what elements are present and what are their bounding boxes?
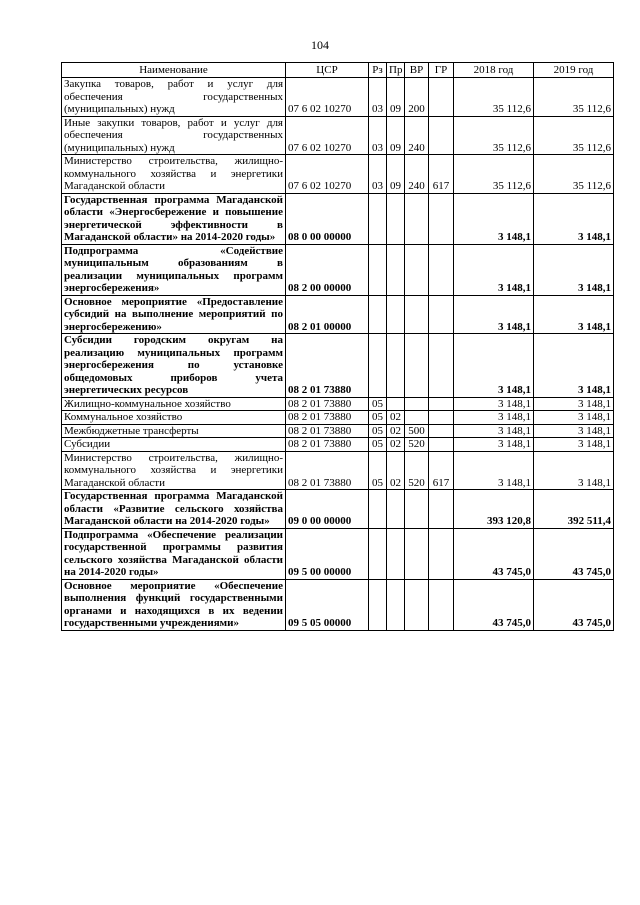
cell-gr <box>429 438 454 452</box>
cell-gr <box>429 579 454 630</box>
cell-y2018: 3 148,1 <box>454 295 534 334</box>
header-gr: ГР <box>429 63 454 78</box>
cell-gr <box>429 528 454 579</box>
cell-csr: 08 2 01 73880 <box>286 411 369 425</box>
cell-rz <box>369 295 387 334</box>
cell-gr: 617 <box>429 155 454 194</box>
cell-gr <box>429 490 454 529</box>
cell-name: Субсидии <box>62 438 286 452</box>
cell-name: Министерство строительства, жилищно-коммунального хозяйства и энергетики Магаданской области <box>62 451 286 490</box>
cell-csr: 07 6 02 10270 <box>286 78 369 117</box>
cell-y2019: 35 112,6 <box>534 116 614 155</box>
cell-y2018: 3 148,1 <box>454 334 534 398</box>
table-row <box>62 193 614 244</box>
table-row <box>62 116 614 155</box>
cell-csr: 08 2 01 73880 <box>286 451 369 490</box>
cell-vr <box>405 579 429 630</box>
cell-gr <box>429 295 454 334</box>
cell-y2019: 3 148,1 <box>534 411 614 425</box>
cell-vr: 240 <box>405 155 429 194</box>
cell-pr: 02 <box>387 451 405 490</box>
cell-csr: 08 2 00 00000 <box>286 244 369 295</box>
cell-csr: 08 2 01 73880 <box>286 334 369 398</box>
cell-vr <box>405 334 429 398</box>
cell-pr <box>387 528 405 579</box>
cell-pr <box>387 295 405 334</box>
cell-vr <box>405 397 429 411</box>
cell-gr <box>429 334 454 398</box>
cell-name: Коммунальное хозяйство <box>62 411 286 425</box>
cell-gr <box>429 424 454 438</box>
cell-csr: 09 5 05 00000 <box>286 579 369 630</box>
cell-csr: 07 6 02 10270 <box>286 116 369 155</box>
cell-csr: 09 5 00 00000 <box>286 528 369 579</box>
cell-vr <box>405 193 429 244</box>
cell-y2018: 393 120,8 <box>454 490 534 529</box>
cell-y2019: 35 112,6 <box>534 155 614 194</box>
cell-rz: 05 <box>369 411 387 425</box>
cell-pr <box>387 397 405 411</box>
cell-csr: 09 0 00 00000 <box>286 490 369 529</box>
cell-name: Государственная программа Магаданской области «Развитие сельского хозяйства Магаданской области на 2014-2020 годы» <box>62 490 286 529</box>
cell-rz: 05 <box>369 397 387 411</box>
header-csr: ЦСР <box>286 63 369 78</box>
cell-y2019: 3 148,1 <box>534 397 614 411</box>
cell-name: Подпрограмма «Обеспечение реализации государственной программы развития сельского хозяйства Магаданской области на 2014-2020 годы» <box>62 528 286 579</box>
header-2019: 2019 год <box>534 63 614 78</box>
cell-y2019: 3 148,1 <box>534 424 614 438</box>
table-row <box>62 451 614 490</box>
cell-pr <box>387 579 405 630</box>
cell-rz: 03 <box>369 155 387 194</box>
cell-gr <box>429 78 454 117</box>
cell-gr <box>429 244 454 295</box>
cell-y2019: 35 112,6 <box>534 78 614 117</box>
cell-csr: 08 2 01 73880 <box>286 438 369 452</box>
cell-gr <box>429 116 454 155</box>
cell-rz <box>369 244 387 295</box>
cell-vr <box>405 528 429 579</box>
cell-y2018: 3 148,1 <box>454 438 534 452</box>
cell-vr <box>405 295 429 334</box>
cell-y2019: 3 148,1 <box>534 244 614 295</box>
cell-csr: 08 2 01 73880 <box>286 424 369 438</box>
table-row <box>62 295 614 334</box>
cell-csr: 08 0 00 00000 <box>286 193 369 244</box>
cell-vr: 520 <box>405 438 429 452</box>
cell-y2018: 3 148,1 <box>454 451 534 490</box>
cell-csr: 07 6 02 10270 <box>286 155 369 194</box>
cell-y2018: 43 745,0 <box>454 528 534 579</box>
cell-y2018: 3 148,1 <box>454 397 534 411</box>
cell-rz: 05 <box>369 424 387 438</box>
cell-name: Подпрограмма «Содействие муниципальным образованиям в реализации муниципальных программ энергосбережения» <box>62 244 286 295</box>
cell-pr <box>387 244 405 295</box>
cell-vr <box>405 244 429 295</box>
cell-y2018: 3 148,1 <box>454 424 534 438</box>
cell-y2019: 3 148,1 <box>534 295 614 334</box>
cell-vr: 200 <box>405 78 429 117</box>
table-row <box>62 78 614 117</box>
cell-y2018: 3 148,1 <box>454 193 534 244</box>
cell-csr: 08 2 01 00000 <box>286 295 369 334</box>
cell-y2019: 3 148,1 <box>534 438 614 452</box>
cell-name: Иные закупки товаров, работ и услуг для обеспечения государственных (муниципальных) нужд <box>62 116 286 155</box>
cell-pr: 02 <box>387 424 405 438</box>
cell-rz <box>369 579 387 630</box>
cell-name: Межбюджетные трансферты <box>62 424 286 438</box>
cell-pr: 09 <box>387 78 405 117</box>
table-row <box>62 411 614 425</box>
table-row <box>62 490 614 529</box>
cell-vr: 240 <box>405 116 429 155</box>
cell-gr <box>429 397 454 411</box>
cell-y2018: 3 148,1 <box>454 411 534 425</box>
cell-name: Основное мероприятие «Предоставление субсидий на выполнение мероприятий по энергосбережению» <box>62 295 286 334</box>
cell-pr: 09 <box>387 116 405 155</box>
cell-vr: 500 <box>405 424 429 438</box>
cell-pr: 09 <box>387 155 405 194</box>
header-rz: Рз <box>369 63 387 78</box>
header-2018: 2018 год <box>454 63 534 78</box>
cell-vr: 520 <box>405 451 429 490</box>
cell-name: Основное мероприятие «Обеспечение выполнения функций государственными органами и находящихся в их ведении государственными учреждениями» <box>62 579 286 630</box>
table-row <box>62 424 614 438</box>
cell-y2019: 3 148,1 <box>534 451 614 490</box>
cell-y2019: 43 745,0 <box>534 579 614 630</box>
cell-name: Министерство строительства, жилищно-коммунального хозяйства и энергетики Магаданской области <box>62 155 286 194</box>
table-row <box>62 334 614 398</box>
cell-y2018: 43 745,0 <box>454 579 534 630</box>
cell-rz: 03 <box>369 116 387 155</box>
cell-y2018: 3 148,1 <box>454 244 534 295</box>
cell-vr <box>405 490 429 529</box>
cell-gr <box>429 411 454 425</box>
table-header-row <box>62 63 614 78</box>
table-row <box>62 528 614 579</box>
table-row <box>62 579 614 630</box>
cell-csr: 08 2 01 73880 <box>286 397 369 411</box>
cell-y2018: 35 112,6 <box>454 78 534 117</box>
cell-rz <box>369 528 387 579</box>
cell-y2018: 35 112,6 <box>454 155 534 194</box>
cell-vr <box>405 411 429 425</box>
cell-name: Закупка товаров, работ и услуг для обеспечения государственных (муниципальных) нужд <box>62 78 286 117</box>
cell-name: Субсидии городским округам на реализацию муниципальных программ энергосбережения по установке общедомовых приборов учета энергетических ресурсов <box>62 334 286 398</box>
cell-name: Государственная программа Магаданской области «Энергосбережение и повышение энергетической эффективности в Магаданской области» на 2014-2020 годы» <box>62 193 286 244</box>
header-pr: Пр <box>387 63 405 78</box>
cell-gr <box>429 193 454 244</box>
cell-pr: 02 <box>387 411 405 425</box>
cell-y2019: 43 745,0 <box>534 528 614 579</box>
cell-rz: 05 <box>369 438 387 452</box>
cell-gr: 617 <box>429 451 454 490</box>
header-vr: ВР <box>405 63 429 78</box>
cell-y2019: 3 148,1 <box>534 193 614 244</box>
table-row <box>62 244 614 295</box>
cell-pr: 02 <box>387 438 405 452</box>
table-row <box>62 155 614 194</box>
cell-rz: 03 <box>369 78 387 117</box>
cell-pr <box>387 490 405 529</box>
cell-rz <box>369 490 387 529</box>
budget-table <box>61 62 614 631</box>
cell-rz: 05 <box>369 451 387 490</box>
cell-name: Жилищно-коммунальное хозяйство <box>62 397 286 411</box>
cell-pr <box>387 334 405 398</box>
cell-y2019: 392 511,4 <box>534 490 614 529</box>
header-name: Наименование <box>62 63 286 78</box>
page-number: 104 <box>311 38 329 52</box>
cell-rz <box>369 334 387 398</box>
table-row <box>62 397 614 411</box>
table-body <box>62 78 614 631</box>
table-row <box>62 438 614 452</box>
cell-rz <box>369 193 387 244</box>
cell-pr <box>387 193 405 244</box>
cell-y2019: 3 148,1 <box>534 334 614 398</box>
cell-y2018: 35 112,6 <box>454 116 534 155</box>
